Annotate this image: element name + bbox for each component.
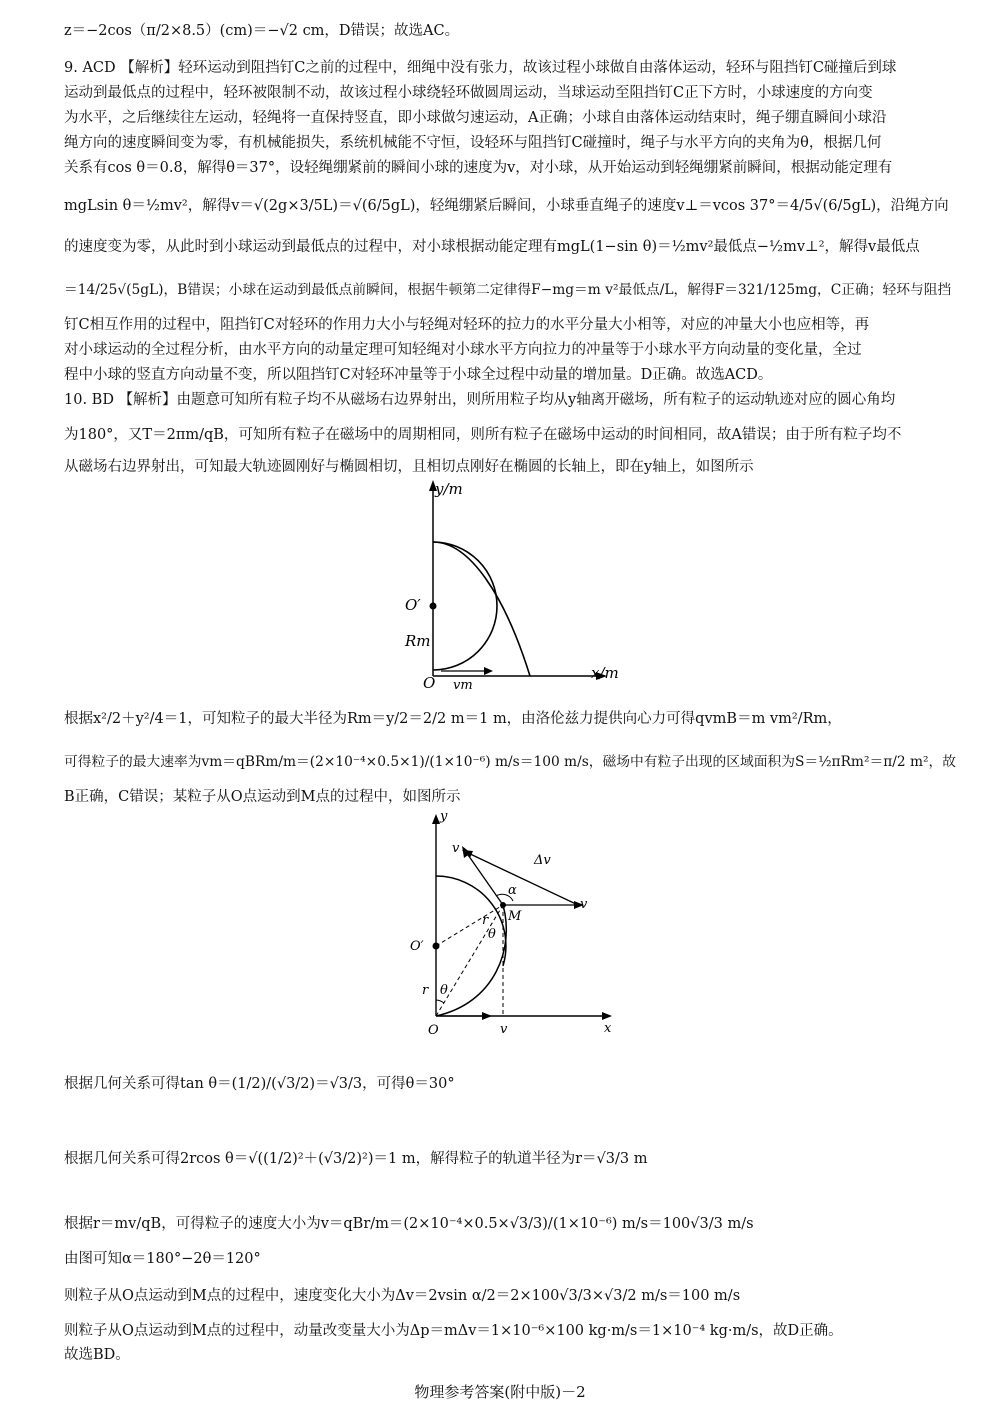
theta-lower-label: θ bbox=[440, 983, 448, 998]
text-line: 的速度变为零，从此时到小球运动到最低点的过程中，对小球根据动能定理有mgL(1−sin θ)＝½mv²最低点−½mv⊥²，解得v最低点 bbox=[64, 239, 920, 255]
x-axis-label: x/m bbox=[591, 664, 619, 682]
text-line: 运动到最低点的过程中，轻环被限制不动，故该过程小球绕轻环做圆周运动，当球运动至阻挡钉C正下方时，小球速度的方向变 bbox=[64, 85, 873, 101]
text-line: 根据x²/2＋y²/4＝1，可知粒子的最大半径为Rm＝y/2＝2/2 m＝1 m，由洛伦兹力提供向心力可得qvmB＝m vm²/Rm， bbox=[64, 711, 842, 727]
radius-label: Rm bbox=[405, 632, 431, 650]
text-line: mgLsin θ＝½mv²，解得v＝√(2g×3/5L)＝√(6/5gL)，轻绳绷紧后瞬间，小球垂直绳子的速度v⊥＝vcos 37°＝4/5√(6/5gL)，沿绳方向 bbox=[64, 198, 949, 214]
figure-particle-om bbox=[400, 808, 630, 1048]
text-line: 故选BD。 bbox=[64, 1347, 130, 1363]
radius-lower-label: r bbox=[422, 983, 429, 998]
text-line: 则粒子从O点运动到M点的过程中，速度变化大小为Δv＝2vsin α/2＝2×100√3/3×√3/2 m/s＝100 m/s bbox=[64, 1288, 741, 1304]
text-line: 关系有cos θ＝0.8，解得θ＝37°，设轻绳绷紧前的瞬间小球的速度为v，对小球，从开始运动到轻绳绷紧前瞬间，根据动能定理有 bbox=[64, 160, 893, 176]
origin-label: O bbox=[423, 674, 436, 692]
delta-v-label: Δv bbox=[534, 853, 551, 868]
text-line: 由图可知α＝180°−2θ＝120° bbox=[64, 1251, 261, 1267]
velocity-label: vm bbox=[453, 678, 473, 693]
text-line: 则粒子从O点运动到M点的过程中，动量改变量大小为Δp＝mΔv＝1×10⁻⁶×100 kg·m/s＝1×10⁻⁴ kg·m/s，故D正确。 bbox=[64, 1323, 843, 1339]
velocity-top-label: v bbox=[452, 841, 460, 856]
theta-arc-lower bbox=[436, 1000, 444, 1003]
alpha-label: α bbox=[508, 883, 517, 898]
point-m-label: M bbox=[508, 909, 522, 924]
velocity-arrowhead bbox=[484, 667, 493, 675]
text-line: 9. ACD 【解析】轻环运动到阻挡钉C之前的过程中，细绳中没有张力，故该过程小球做自由落体运动，轻环与阻挡钉C碰撞后到球 bbox=[64, 60, 897, 76]
text-line: 程中小球的竖直方向动量不变，所以阻挡钉C对轻环冲量等于小球全过程中动量的增加量。D正确。故选ACD。 bbox=[64, 367, 773, 383]
x-axis-label: x bbox=[604, 1021, 612, 1036]
radius-upper-label: r bbox=[482, 913, 489, 928]
text-line: 对小球运动的全过程分析，由水平方向的动量定理可知轻绳对小球水平方向拉力的冲量等于小球水平方向动量的变化量，全过 bbox=[64, 342, 862, 358]
text-line: 可得粒子的最大速率为vm＝qBRm/m＝(2×10⁻⁴×0.5×1)/(1×10⁻⁶) m/s＝100 m/s，磁场中有粒子出现的区域面积为S＝½πRm²＝π/2 m²，故 bbox=[64, 754, 957, 770]
y-axis-arrow bbox=[432, 814, 440, 824]
text-line: 为180°，又T＝2πm/qB，可知所有粒子在磁场中的周期相同，则所有粒子在磁场中运动的时间相同，故A错误；由于所有粒子均不 bbox=[64, 427, 902, 443]
text-line: 10. BD 【解析】由题意可知所有粒子均不从磁场右边界射出，则所用粒子均从y轴离开磁场，所有粒子的运动轨迹对应的圆心角均 bbox=[64, 392, 896, 408]
text-line: 钉C相互作用的过程中，阻挡钉C对轻环的作用力大小与轻绳对轻环的拉力的水平分量大小相等，对应的冲量大小也应相等，再 bbox=[64, 317, 870, 333]
text-line: 为水平，之后继续往左运动，轻绳将一直保持竖直，即小球做匀速运动，A正确；小球自由落体运动结束时，绳子绷直瞬间小球沿 bbox=[64, 110, 887, 126]
max-trajectory-semicircle bbox=[433, 542, 497, 670]
dashed-chord bbox=[436, 905, 503, 1016]
text-line: B正确，C错误；某粒子从O点运动到M点的过程中，如图所示 bbox=[64, 789, 461, 805]
center-point bbox=[430, 603, 437, 610]
velocity-vector-up bbox=[466, 852, 503, 905]
trajectory-arc bbox=[436, 905, 506, 1016]
text-line: 从磁场右边界射出，可知最大轨迹圆刚好与椭圆相切，且相切点刚好在椭圆的长轴上，即在y轴上，如图所示 bbox=[64, 459, 754, 475]
y-axis-label: y bbox=[440, 809, 448, 824]
text-line: ＝14/25√(5gL)，B错误；小球在运动到最低点前瞬间，根据牛顿第二定律得F−mg＝m v²最低点/L，解得F＝321/125mg，C正确；轻环与阻挡 bbox=[64, 282, 952, 298]
y-axis-label: y/m bbox=[435, 480, 463, 498]
theta-mid-label: θ bbox=[488, 927, 496, 942]
text-line: 绳方向的速度瞬间变为零，有机械能损失，系统机械能不守恒，设轻环与阻挡钉C碰撞时，绳子与水平方向的夹角为θ，根据几何 bbox=[64, 135, 882, 151]
large-arc bbox=[436, 876, 506, 966]
x-axis-arrow bbox=[602, 1012, 612, 1020]
velocity-bottom-label: v bbox=[500, 1022, 508, 1037]
figure-max-trajectory bbox=[395, 476, 635, 696]
text-line: 根据r＝mv/qB，可得粒子的速度大小为v＝qBr/m＝(2×10⁻⁴×0.5×√3/3)/(1×10⁻⁶) m/s＝100√3/3 m/s bbox=[64, 1216, 754, 1232]
ellipse-boundary-curve bbox=[433, 542, 530, 676]
page-footer: 物理参考答案(附中版)－2 bbox=[414, 1383, 586, 1401]
velocity-right-label: v bbox=[580, 897, 588, 912]
velocity-bottom-arrowhead bbox=[482, 1012, 492, 1020]
text-line: 根据几何关系可得2rcos θ＝√((1/2)²＋(√3/2)²)＝1 m，解得粒子的轨道半径为r＝√3/3 m bbox=[64, 1151, 648, 1167]
text-line: 根据几何关系可得tan θ＝(1/2)/(√3/2)＝√3/3，可得θ＝30° bbox=[64, 1076, 455, 1092]
center-label: O′ bbox=[410, 939, 424, 954]
text-line: z＝−2cos（π/2×8.5）(cm)＝−√2 cm，D错误；故选AC。 bbox=[64, 23, 460, 39]
delta-v-line bbox=[466, 852, 578, 905]
center-label: O′ bbox=[405, 596, 421, 614]
origin-label: O bbox=[428, 1023, 439, 1038]
